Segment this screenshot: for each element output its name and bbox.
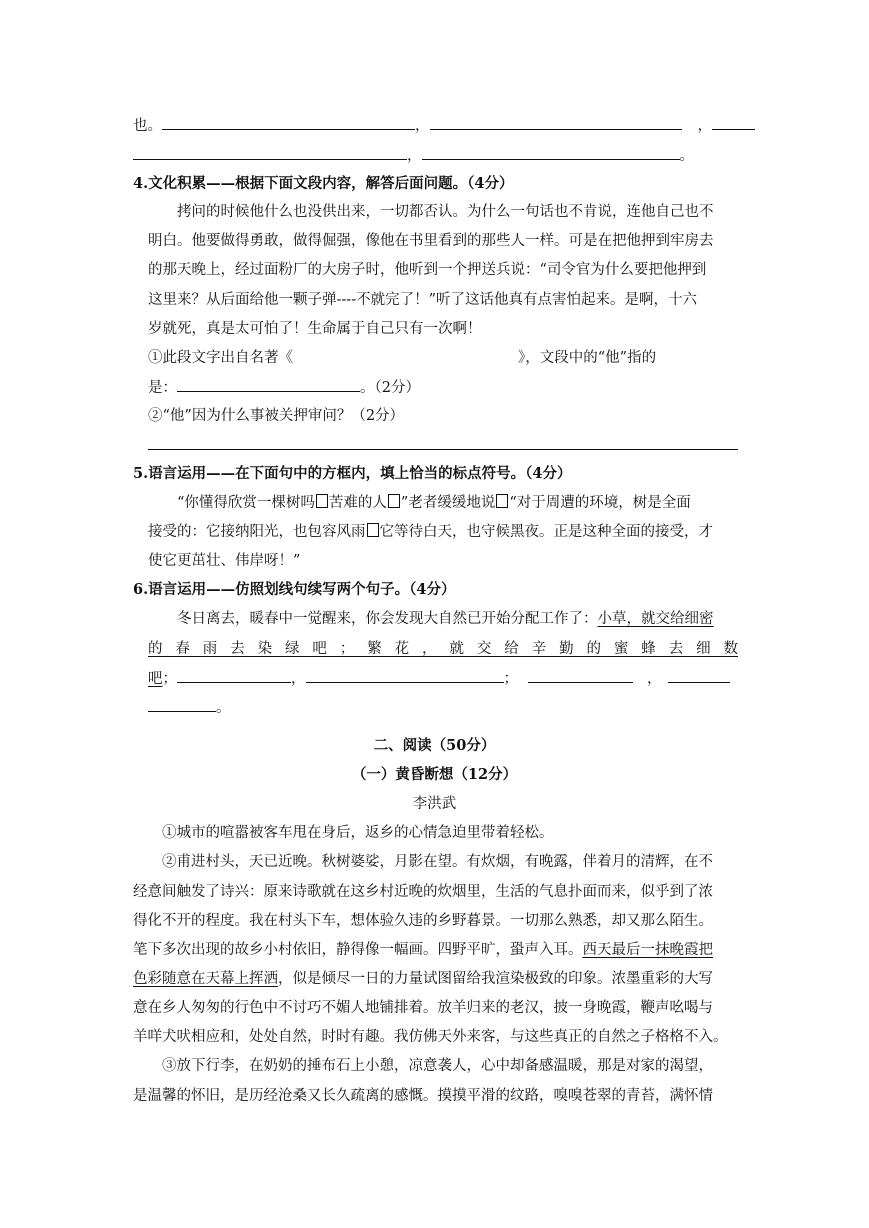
answer-blank[interactable] [133,145,407,160]
q4-sub2: ②“他”因为什么事被关押审问？（2分） [148,408,405,424]
q6-answer-row [148,697,753,718]
q6-answer-row [148,668,738,689]
reading-author: 李洪武 [412,796,457,812]
reading-text: 笔下多次出现的故乡小村依旧，静得像一幅画。四野平旷，蛩声入耳。 [133,942,583,958]
fill-row-start: 也。 [133,118,162,134]
q4-passage-line: 拷问的时候他什么也没供出来，一切都否认。为什么一句话也不肯说，连他自己也不 [177,204,714,220]
punctuation-box[interactable] [388,494,400,508]
q4-sub1-text: 》，文段中的“他”指的 [518,350,657,366]
reading-paragraph-line [133,940,738,960]
punctuation-box[interactable] [496,494,508,508]
q4-sub1-text: 是： [148,380,177,396]
q4-passage-line: 的那天晚上，经过面粉厂的大房子时，他听到一个押送兵说：“司令官为什么要把他押到 [148,262,707,278]
q4-passage-line: 这里来？从后面给他一颗子弹----不就完了！”听了这话他真有点害怕起来。是啊，十六 [148,292,698,308]
q6-passage-line [177,609,738,629]
section-heading: 二、阅读（50分） [373,737,496,754]
answer-blank[interactable] [528,668,633,683]
q4-sub1 [148,348,738,368]
semicolon: ； [162,671,177,687]
answer-blank[interactable] [430,115,682,130]
comma: ， [697,118,712,134]
answer-blank[interactable] [162,115,415,130]
reading-paragraph-line: 是温馨的怀旧，是历经沧桑又长久疏离的感慨。摸摸平滑的纹路，嗅嗅苍翠的青苔，满怀情 [133,1088,713,1104]
q6-underlined-text: 小草，就交给细密 [597,611,714,627]
q5-text: ”老者缓缓地说 [400,495,496,511]
q5-text: 接受的：它接纳阳光，也包容风雨 [148,524,366,540]
reading-paragraph-line: 意在乡人匆匆的行色中不讨巧不媚人地铺排着。放羊归来的老汉，披一身晚霞，鞭声吆喝与 [133,1000,713,1016]
comma: ， [407,148,422,164]
q6-title: 6.语言运用——仿照划线句续写两个句子。（4分） [133,581,456,598]
punctuation-box[interactable] [316,494,328,508]
comma: ， [415,118,430,134]
comma: ， [291,671,306,687]
underlined-sentence: 西天最后一抹晚霞把 [582,942,713,958]
q5-passage-line [148,522,738,542]
fill-row-2 [133,145,738,166]
answer-blank[interactable] [177,668,291,683]
q4-sub1-answer [148,377,753,398]
punctuation-box[interactable] [367,523,379,537]
q4-answer-line[interactable] [148,449,738,450]
reading-paragraph-line: ②甫进村头，天已近晚。秋树婆娑，月影在望。有炊烟，有晚露，伴着月的清辉，在不 [162,854,713,870]
reading-paragraph-line [133,969,738,989]
answer-blank[interactable] [668,668,730,683]
period: 。 [679,148,694,164]
answer-blank[interactable] [177,377,360,392]
q5-passage-line: 使它更茁壮、伟岸呀！” [148,553,301,569]
answer-blank[interactable] [306,668,504,683]
comma: ， [647,671,662,687]
semicolon: ； [503,671,518,687]
answer-blank[interactable] [148,697,216,712]
q6-text: 冬日离去，暖春中一觉醒来，你会发现大自然已开始分配工作了： [177,611,598,627]
reading-paragraph-line: 经意间触发了诗兴：原来诗歌就在这乡村近晚的炊烟里，生活的气息扑面而来，似乎到了浓 [133,884,713,900]
q5-text: 苦难的人 [328,495,387,511]
reading-paragraph-line: ③放下行李，在奶奶的捶布石上小憩，凉意袭人，心中却备感温暖，那是对家的渴望， [162,1058,713,1074]
q5-text: “对于周遭的环境，树是全面 [509,495,691,511]
reading-paragraph-line: 得化不开的程度。我在村头下车，想体验久违的乡野暮景。一切那么熟悉，却又那么陌生。 [133,913,713,929]
q5-text: 它等待白天，也守候黑夜。正是这种全面的接受，才 [379,524,713,540]
reading-text: ，似是倾尽一日的力量试图留给我渲染极致的印象。浓墨重彩的大写 [278,971,713,987]
q4-passage-line: 岁就死，真是太可怕了！生命属于自己只有一次啊！ [148,321,482,337]
answer-blank[interactable] [712,115,755,130]
q6-underlined-text: 吧 [148,671,163,687]
q5-title: 5.语言运用——在下面句中的方框内，填上恰当的标点符号。（4分） [133,465,572,482]
q4-passage-line: 明白。他要做得勇敢，做得倔强，像他在书里看到的那些人一样。可是在把他押到牢房去 [148,233,714,249]
q4-sub1-text: 。（2分） [360,380,420,396]
q6-underlined-line: 的春雨去染绿吧；繁花，就交给辛勤的蜜蜂去细数 [148,641,738,657]
answer-blank[interactable] [422,145,680,160]
q4-title: 4.文化积累——根据下面文段内容，解答后面问题。（4分） [133,175,514,192]
q4-sub1-text: ①此段文字出自名著《 [148,350,293,366]
period: 。 [216,700,231,716]
reading-paragraph-line: 羊咩犬吠相应和，处处自然，时时有趣。我仿佛天外来客，与这些真正的自然之子格格不入。 [133,1029,728,1045]
reading-title: （一）黄昏断想（12分） [351,766,518,783]
fill-row-1 [133,115,738,136]
underlined-sentence: 色彩随意在天幕上挥洒 [133,971,278,987]
reading-paragraph-line: ①城市的喧嚣被客车甩在身后，返乡的心情急迫里带着轻松。 [162,825,554,841]
q5-passage-line [177,493,738,513]
q5-text: “你懂得欣赏一棵树吗 [177,495,315,511]
